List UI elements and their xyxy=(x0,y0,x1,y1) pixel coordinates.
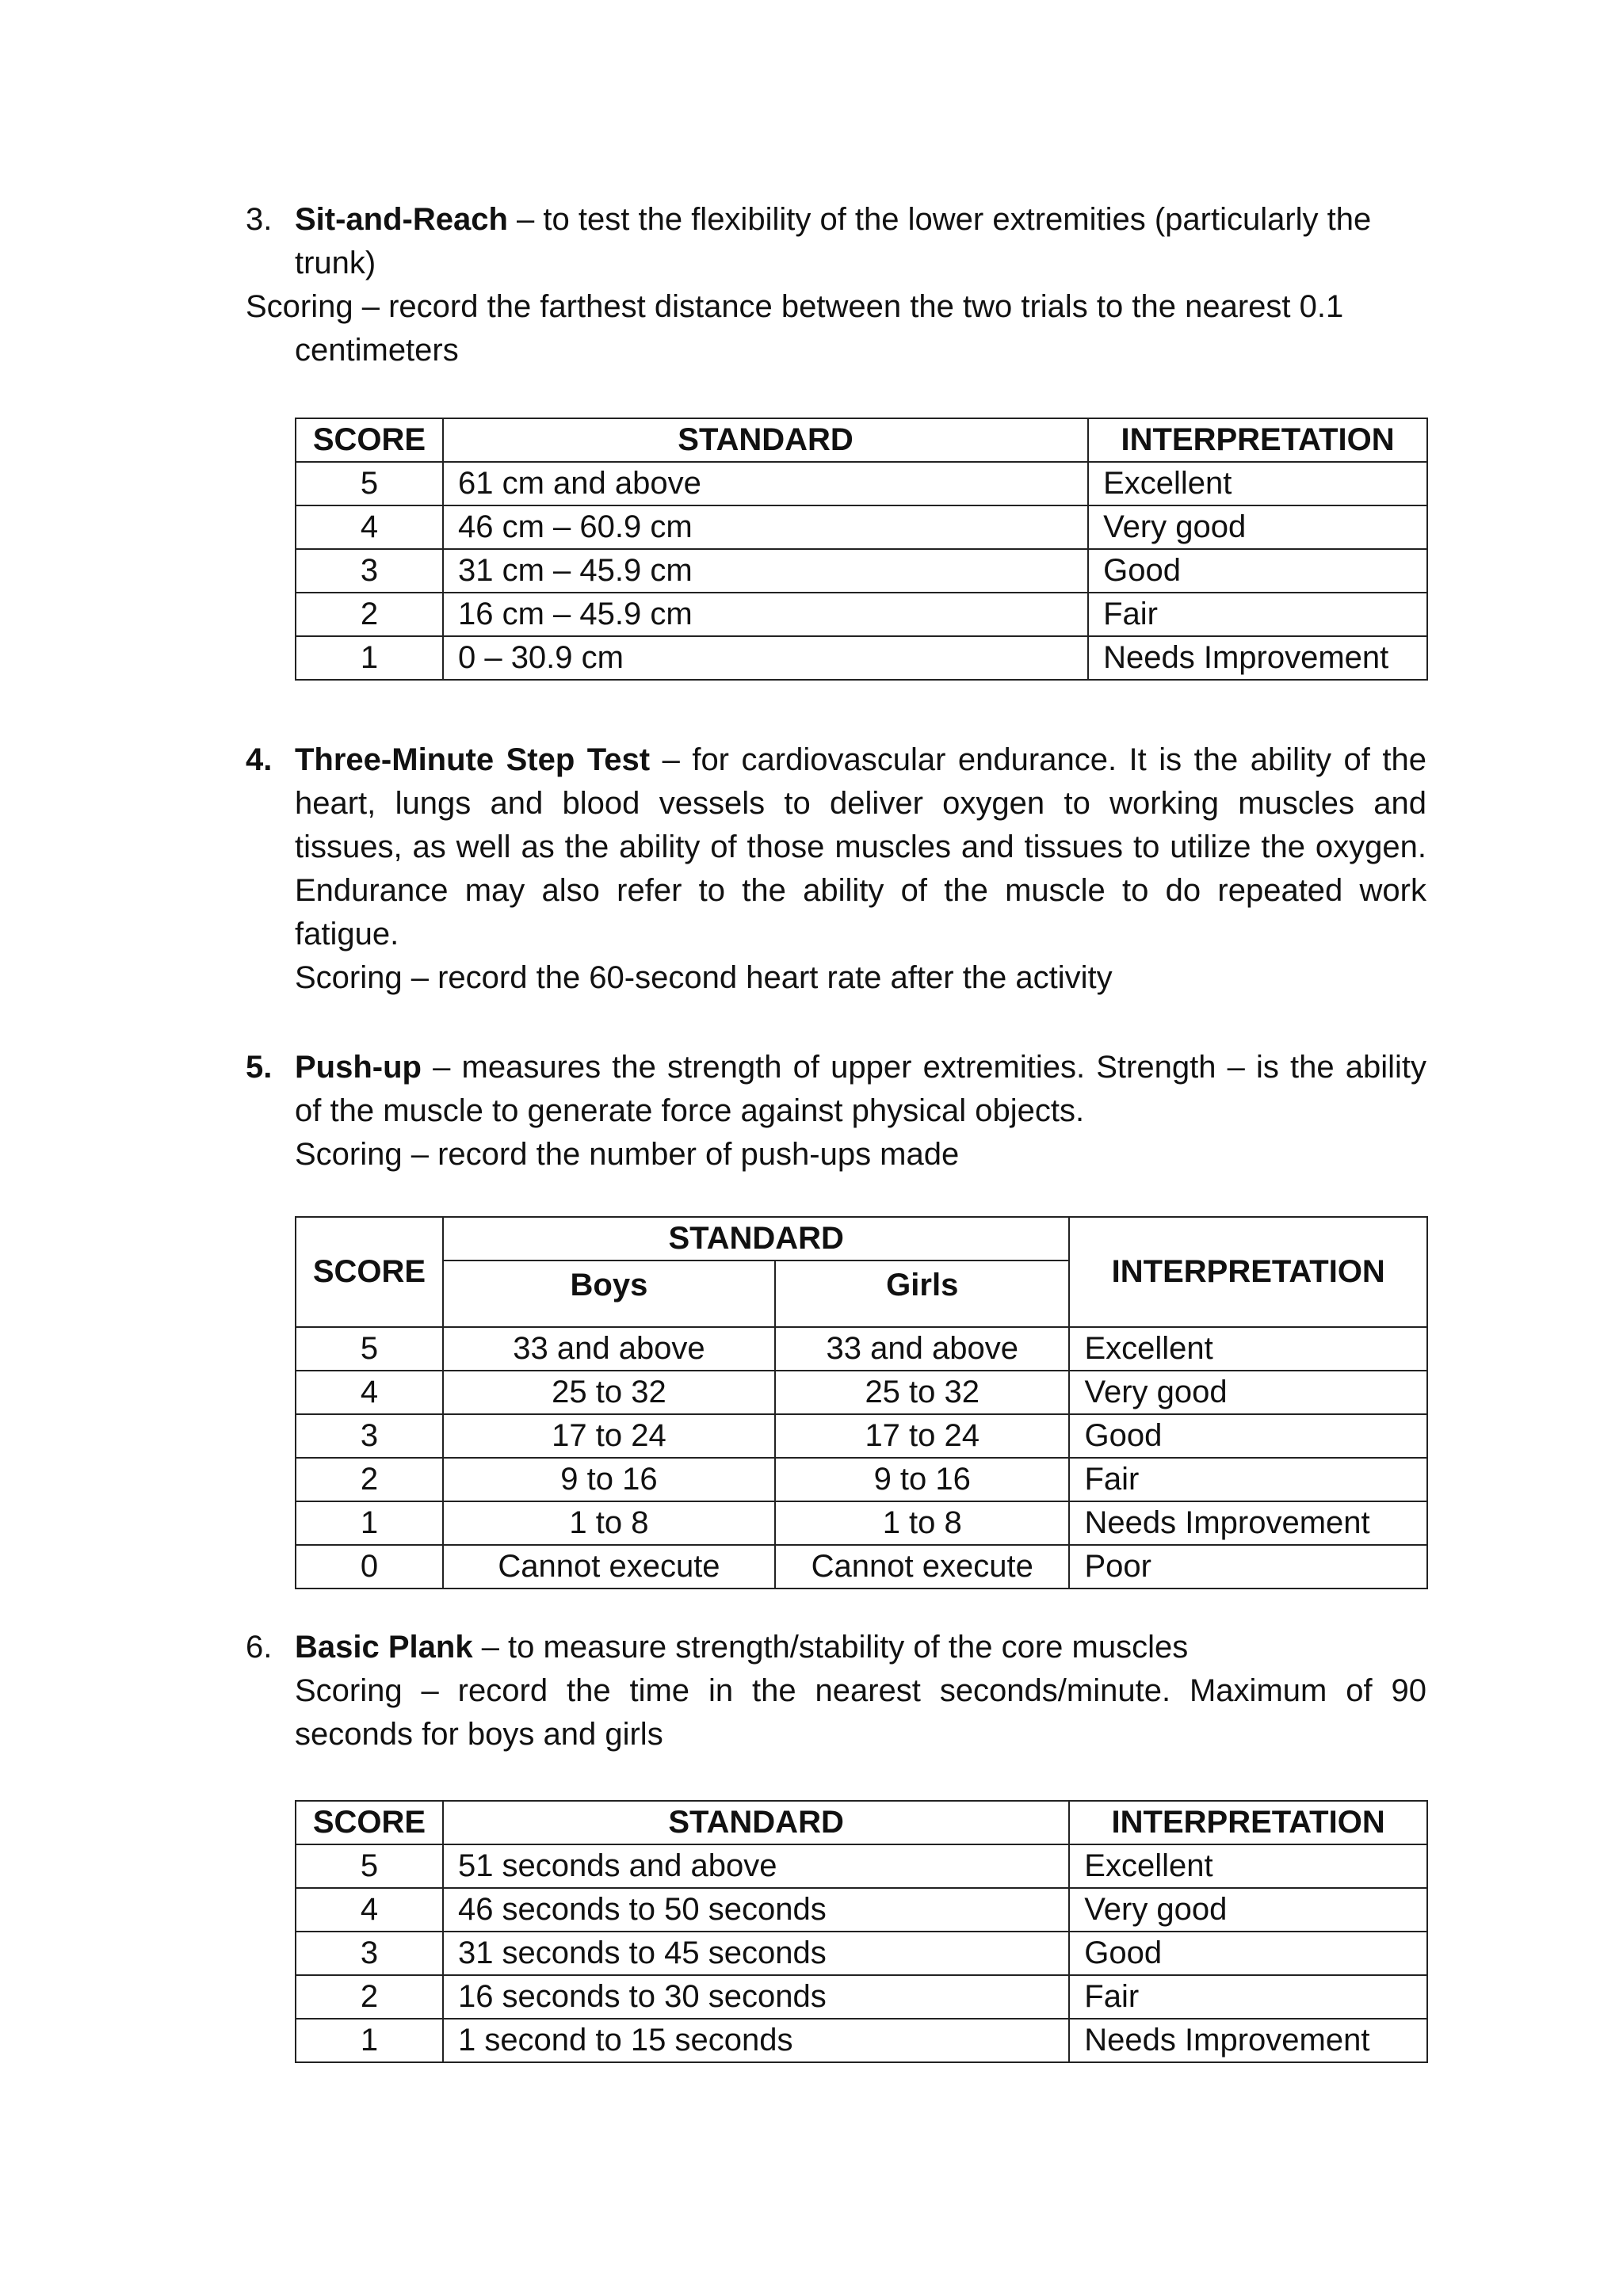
item-description xyxy=(295,738,1426,956)
score-cell: 3 xyxy=(296,549,443,593)
score-cell: 0 xyxy=(296,1545,443,1589)
header-boys: Boys xyxy=(443,1261,775,1327)
standard-cell: 31 cm – 45.9 cm xyxy=(443,549,1088,593)
score-cell: 4 xyxy=(296,505,443,549)
item-scoring: Scoring – record the number of push-ups made xyxy=(295,1137,960,1172)
table-row xyxy=(296,1975,1427,2019)
push-up-table xyxy=(295,1216,1428,1589)
score-cell: 1 xyxy=(296,2019,443,2062)
header-standard: STANDARD xyxy=(443,1801,1069,1844)
header-girls: Girls xyxy=(775,1261,1070,1327)
interpretation-cell: Excellent xyxy=(1069,1327,1427,1371)
table-row xyxy=(296,1844,1427,1888)
header-score: SCORE xyxy=(296,418,443,462)
table-header-row xyxy=(296,418,1427,462)
interpretation-cell: Very good xyxy=(1069,1371,1427,1414)
table-row xyxy=(296,1888,1427,1932)
interpretation-cell: Very good xyxy=(1088,505,1427,549)
basic-plank-table xyxy=(295,1800,1428,2063)
score-cell: 4 xyxy=(296,1888,443,1932)
interpretation-cell: Needs Improvement xyxy=(1069,2019,1427,2062)
girls-cell: Cannot execute xyxy=(775,1545,1070,1589)
item-title: Push-up xyxy=(295,1050,422,1085)
item-description-text: – to test the flexibility of the lower extremities (particularly the trunk) xyxy=(295,202,1372,280)
section-step-test xyxy=(246,738,1426,1000)
section-basic-plank xyxy=(246,1626,1426,1756)
table-row xyxy=(296,549,1427,593)
interpretation-cell: Poor xyxy=(1069,1545,1427,1589)
interpretation-cell: Fair xyxy=(1069,1458,1427,1501)
standard-cell: 31 seconds to 45 seconds xyxy=(443,1932,1069,1975)
table-row xyxy=(296,1932,1427,1975)
score-cell: 5 xyxy=(296,462,443,505)
interpretation-cell: Very good xyxy=(1069,1888,1427,1932)
item-title: Three-Minute Step Test xyxy=(295,742,651,777)
table-row xyxy=(296,1501,1427,1545)
header-standard: STANDARD xyxy=(443,418,1088,462)
table-row xyxy=(296,462,1427,505)
table-row xyxy=(296,1414,1427,1458)
standard-cell: 16 seconds to 30 seconds xyxy=(443,1975,1069,2019)
item-title: Sit-and-Reach xyxy=(295,202,508,237)
header-standard: STANDARD xyxy=(443,1217,1070,1261)
score-cell: 2 xyxy=(296,593,443,636)
boys-cell: 33 and above xyxy=(443,1327,775,1371)
header-interpretation: INTERPRETATION xyxy=(1069,1217,1427,1327)
score-cell: 3 xyxy=(296,1932,443,1975)
item-number: 4. xyxy=(246,742,273,777)
boys-cell: 25 to 32 xyxy=(443,1371,775,1414)
section-push-up xyxy=(246,1046,1426,1177)
girls-cell: 33 and above xyxy=(775,1327,1070,1371)
item-number: 5. xyxy=(246,1050,273,1085)
interpretation-cell: Excellent xyxy=(1088,462,1427,505)
item-number: 6. xyxy=(246,1630,273,1665)
scoring-sit-and-reach: Scoring – record the farthest distance between the two trials to the nearest 0.1 centimeters xyxy=(246,289,1344,368)
item-description-text: – for cardiovascular endurance. It is the ability of the heart, lungs and blood vessels to deliver oxygen to working muscles and tissues, as well as the ability of those muscles and tissues to utilize the oxygen. Endurance may also refer to the ability of the muscle to do repeated work fatigue. xyxy=(295,742,1426,952)
standard-cell: 61 cm and above xyxy=(443,462,1088,505)
table-row xyxy=(296,1458,1427,1501)
score-cell: 5 xyxy=(296,1844,443,1888)
table-row xyxy=(296,505,1427,549)
score-cell: 2 xyxy=(296,1458,443,1501)
interpretation-cell: Fair xyxy=(1069,1975,1427,2019)
score-cell: 1 xyxy=(296,1501,443,1545)
standard-cell: 1 second to 15 seconds xyxy=(443,2019,1069,2062)
table-row xyxy=(296,593,1427,636)
boys-cell: 9 to 16 xyxy=(443,1458,775,1501)
header-score: SCORE xyxy=(296,1217,443,1327)
interpretation-cell: Good xyxy=(1069,1414,1427,1458)
table-row xyxy=(296,2019,1427,2062)
table-row xyxy=(296,636,1427,680)
boys-cell: 1 to 8 xyxy=(443,1501,775,1545)
girls-cell: 1 to 8 xyxy=(775,1501,1070,1545)
standard-cell: 51 seconds and above xyxy=(443,1844,1069,1888)
standard-cell: 46 cm – 60.9 cm xyxy=(443,505,1088,549)
header-interpretation: INTERPRETATION xyxy=(1069,1801,1427,1844)
standard-cell: 0 – 30.9 cm xyxy=(443,636,1088,680)
score-cell: 5 xyxy=(296,1327,443,1371)
boys-cell: Cannot execute xyxy=(443,1545,775,1589)
score-cell: 3 xyxy=(296,1414,443,1458)
item-scoring: Scoring – record the time in the nearest seconds/minute. Maximum of 90 seconds for boys and girls xyxy=(295,1673,1426,1752)
score-cell: 1 xyxy=(296,636,443,680)
item-number: 3. xyxy=(246,202,273,237)
interpretation-cell: Needs Improvement xyxy=(1088,636,1427,680)
header-score: SCORE xyxy=(296,1801,443,1844)
table-row xyxy=(296,1545,1427,1589)
girls-cell: 17 to 24 xyxy=(775,1414,1070,1458)
item-description-text: – to measure strength/stability of the core muscles xyxy=(472,1630,1189,1665)
interpretation-cell: Fair xyxy=(1088,593,1427,636)
header-interpretation: INTERPRETATION xyxy=(1088,418,1427,462)
score-cell: 2 xyxy=(296,1975,443,2019)
boys-cell: 17 to 24 xyxy=(443,1414,775,1458)
table-header-row xyxy=(296,1801,1427,1844)
standard-cell: 16 cm – 45.9 cm xyxy=(443,593,1088,636)
table-row xyxy=(296,1327,1427,1371)
item-description xyxy=(295,1046,1426,1133)
girls-cell: 9 to 16 xyxy=(775,1458,1070,1501)
interpretation-cell: Excellent xyxy=(1069,1844,1427,1888)
table-row xyxy=(296,1371,1427,1414)
item-title: Basic Plank xyxy=(295,1630,473,1665)
item-description xyxy=(295,198,1420,285)
interpretation-cell: Good xyxy=(1069,1932,1427,1975)
standard-cell: 46 seconds to 50 seconds xyxy=(443,1888,1069,1932)
interpretation-cell: Good xyxy=(1088,549,1427,593)
item-description-text: – measures the strength of upper extremities. Strength – is the ability of the muscle to generate force against physical objects. xyxy=(295,1050,1426,1128)
table-header-row xyxy=(296,1217,1427,1261)
section-sit-and-reach xyxy=(246,198,1426,285)
score-cell: 4 xyxy=(296,1371,443,1414)
item-description xyxy=(295,1626,1426,1669)
item-scoring: Scoring – record the 60-second heart rate after the activity xyxy=(295,960,1113,995)
girls-cell: 25 to 32 xyxy=(775,1371,1070,1414)
interpretation-cell: Needs Improvement xyxy=(1069,1501,1427,1545)
sit-and-reach-table xyxy=(295,418,1428,681)
